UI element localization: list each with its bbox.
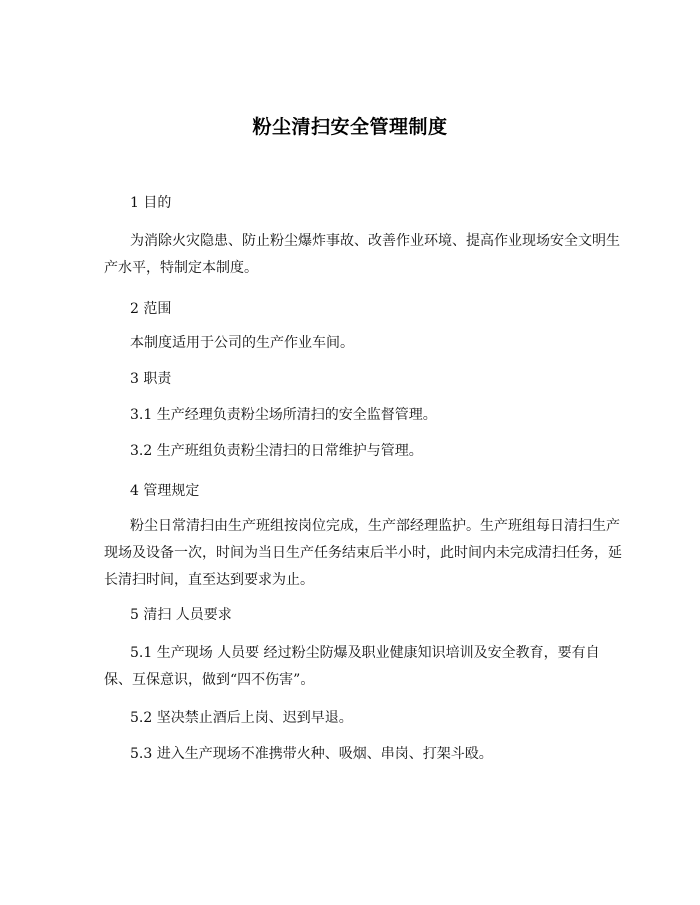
section-5-2: 5.2 坚决禁止酒后上岗、迟到早退。 [130,710,353,726]
section-4-body: 粉尘日常清扫由生产班组按岗位完成，生产部经理监护。生产班组每日清扫生产现场及设备一次，时间为当日生产任务结束后半小时，此时间内未完成清扫任务，延长清扫时间，直至达到要求为止。 [104,518,622,588]
section-1-body: 为消除火灾隐患、防止粉尘爆炸事故、改善作业环境、提高作业现场安全文明生产水平，特制定本制度。 [104,233,620,276]
section-1-heading: 1 目的 [130,195,172,211]
section-2-heading: 2 范围 [130,301,172,317]
section-5-3: 5.3 进入生产现场不准携带火种、吸烟、串岗、打架斗殴。 [130,746,493,762]
section-5-heading: 5 清扫 人员要求 [130,607,232,623]
section-3-2: 3.2 生产班组负责粉尘清扫的日常维护与管理。 [130,443,423,459]
section-2-body: 本制度适用于公司的生产作业车间。 [130,335,354,351]
document-title: 粉尘清扫安全管理制度 [252,116,448,138]
section-5-1: 5.1 生产现场 人员要 经过粉尘防爆及职业健康知识培训及安全教育，要有自保、互保意识，做到“四不伤害”。 [104,645,600,688]
section-4-heading: 4 管理规定 [130,483,200,499]
section-3-1: 3.1 生产经理负责粉尘场所清扫的安全监督管理。 [130,407,437,423]
section-3-heading: 3 职责 [130,371,172,387]
